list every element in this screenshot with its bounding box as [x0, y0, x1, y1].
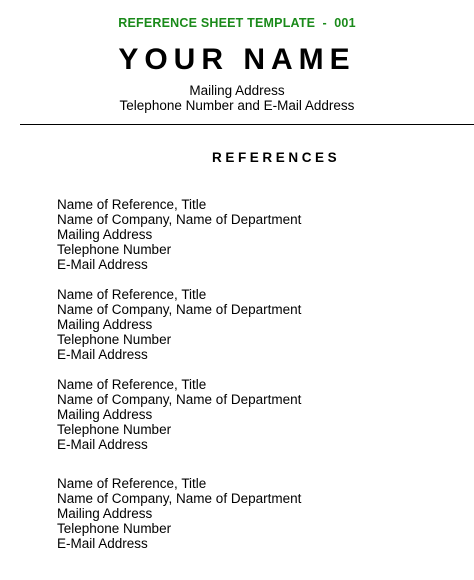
reference-name-title: Name of Reference, Title	[57, 377, 207, 392]
reference-mailing-address: Mailing Address	[57, 227, 153, 242]
reference-entry	[57, 377, 301, 452]
reference-telephone: Telephone Number	[57, 422, 172, 437]
applicant-mailing-address: Mailing Address	[189, 83, 285, 98]
reference-company-department: Name of Company, Name of Department	[57, 302, 302, 317]
reference-name-title: Name of Reference, Title	[57, 197, 207, 212]
reference-entry	[57, 287, 301, 362]
reference-telephone: Telephone Number	[57, 332, 172, 347]
reference-company-department: Name of Company, Name of Department	[57, 392, 302, 407]
reference-company-department: Name of Company, Name of Department	[57, 491, 302, 506]
header-divider	[20, 124, 474, 125]
reference-name-title: Name of Reference, Title	[57, 476, 207, 491]
reference-email: E-Mail Address	[57, 347, 148, 362]
reference-email: E-Mail Address	[57, 536, 148, 551]
reference-email: E-Mail Address	[57, 257, 148, 272]
reference-company-department: Name of Company, Name of Department	[57, 212, 302, 227]
reference-name-title: Name of Reference, Title	[57, 287, 207, 302]
reference-mailing-address: Mailing Address	[57, 317, 153, 332]
template-label: REFERENCE SHEET TEMPLATE - 001	[118, 16, 356, 30]
applicant-telephone-email: Telephone Number and E-Mail Address	[119, 98, 355, 113]
applicant-name: YOUR NAME	[118, 43, 356, 76]
reference-mailing-address: Mailing Address	[57, 407, 153, 422]
reference-telephone: Telephone Number	[57, 521, 172, 536]
reference-telephone: Telephone Number	[57, 242, 172, 257]
reference-entry	[57, 197, 301, 272]
reference-entry	[57, 476, 301, 551]
references-heading: REFERENCES	[212, 150, 341, 165]
reference-email: E-Mail Address	[57, 437, 148, 452]
reference-mailing-address: Mailing Address	[57, 506, 153, 521]
